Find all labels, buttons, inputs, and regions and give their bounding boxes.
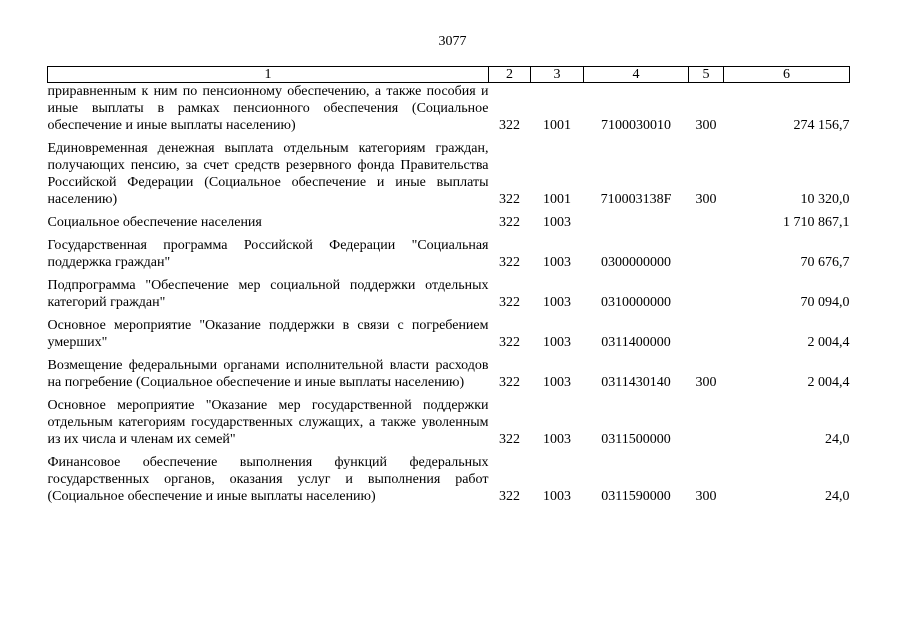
row-ministry-code: 322 [499,118,520,133]
row-description: Основное мероприятие "Оказание поддержки в связи с погребением умерших" [47,318,489,350]
column-header: 5 [689,67,724,83]
row-section-code: 1003 [543,295,571,310]
row-section-code: 1003 [543,489,571,504]
row-expense-type [689,214,724,231]
column-header: 2 [489,67,531,83]
row-target-code: 0310000000 [601,295,671,310]
table-header-row [48,67,850,83]
table-row [48,277,850,311]
row-section-code: 1001 [543,192,571,207]
row-section-code: 1001 [543,118,571,133]
row-expense-type [689,397,724,448]
row-description: Возмещение федеральными органами исполнительной власти расходов на погребение (Социальное обеспечение и иные выплаты населению) [47,358,489,390]
row-target-code: 0311400000 [601,335,671,350]
row-section-code: 1003 [543,215,571,230]
row-expense-type: 300 [695,489,717,504]
page-number: 3077 [438,34,467,49]
row-ministry-code: 322 [499,335,520,350]
table-row [48,237,850,271]
row-amount: 2 004,4 [807,335,850,350]
row-expense-type [689,317,724,351]
row-section-code: 1003 [543,335,571,350]
table-row [48,140,850,208]
row-amount: 24,0 [825,489,850,504]
table-row [48,214,850,231]
row-description: Социальное обеспечение населения [47,215,262,230]
row-amount: 70 094,0 [800,295,850,310]
row-ministry-code: 322 [499,489,520,504]
table-row [48,357,850,391]
table-row [48,397,850,448]
row-expense-type [689,237,724,271]
row-section-code: 1003 [543,432,571,447]
row-target-code: 7100030010 [601,118,671,133]
column-header: 3 [531,67,584,83]
row-target-code: 0311590000 [601,489,671,504]
row-amount: 1 710 867,1 [783,215,850,230]
row-amount: 274 156,7 [793,118,850,133]
row-ministry-code: 322 [499,375,520,390]
row-ministry-code: 322 [499,295,520,310]
row-target-code: 0300000000 [601,255,671,270]
column-header: 4 [584,67,689,83]
row-target-code: 0311430140 [601,375,671,390]
row-description: Основное мероприятие "Оказание мер государственной поддержки отдельным категориям государственных служащих, а также уволенным из их числа и членам их семей" [47,398,489,447]
row-target-code [584,214,689,231]
row-expense-type [689,277,724,311]
table-row [48,83,850,135]
row-expense-type: 300 [695,192,717,207]
row-description: Финансовое обеспечение выполнения функций федеральных государственных органов, оказания услуг и выполнения работ (Социальное обеспечение и иные выплаты населению) [47,455,489,504]
table-row [48,454,850,505]
row-target-code: 710003138F [600,192,672,207]
row-section-code: 1003 [543,255,571,270]
row-amount: 10 320,0 [800,192,850,207]
column-header: 6 [724,67,850,83]
budget-table [47,66,850,505]
row-expense-type: 300 [695,375,717,390]
row-amount: 2 004,4 [807,375,850,390]
row-ministry-code: 322 [499,192,520,207]
row-ministry-code: 322 [499,215,520,230]
row-expense-type: 300 [695,118,717,133]
row-target-code: 0311500000 [601,432,671,447]
row-description: приравненным к ним по пенсионному обеспечению, а также пособия и иные выплаты в рамках пенсионного обеспечения (Социальное обеспечение и иные выплаты населению) [47,84,489,133]
row-description: Единовременная денежная выплата отдельным категориям граждан, получающих пенсию, за счет средств резервного фонда Правительства Российской Федерации (Социальное обеспечение и иные выплаты населению) [47,141,489,207]
row-ministry-code: 322 [499,255,520,270]
row-amount: 70 676,7 [800,255,850,270]
row-ministry-code: 322 [499,432,520,447]
column-header: 1 [48,67,489,83]
row-amount: 24,0 [825,432,850,447]
row-description: Государственная программа Российской Федерации "Социальная поддержка граждан" [47,238,489,270]
row-section-code: 1003 [543,375,571,390]
row-description: Подпрограмма "Обеспечение мер социальной поддержки отдельных категорий граждан" [47,278,489,310]
table-row [48,317,850,351]
